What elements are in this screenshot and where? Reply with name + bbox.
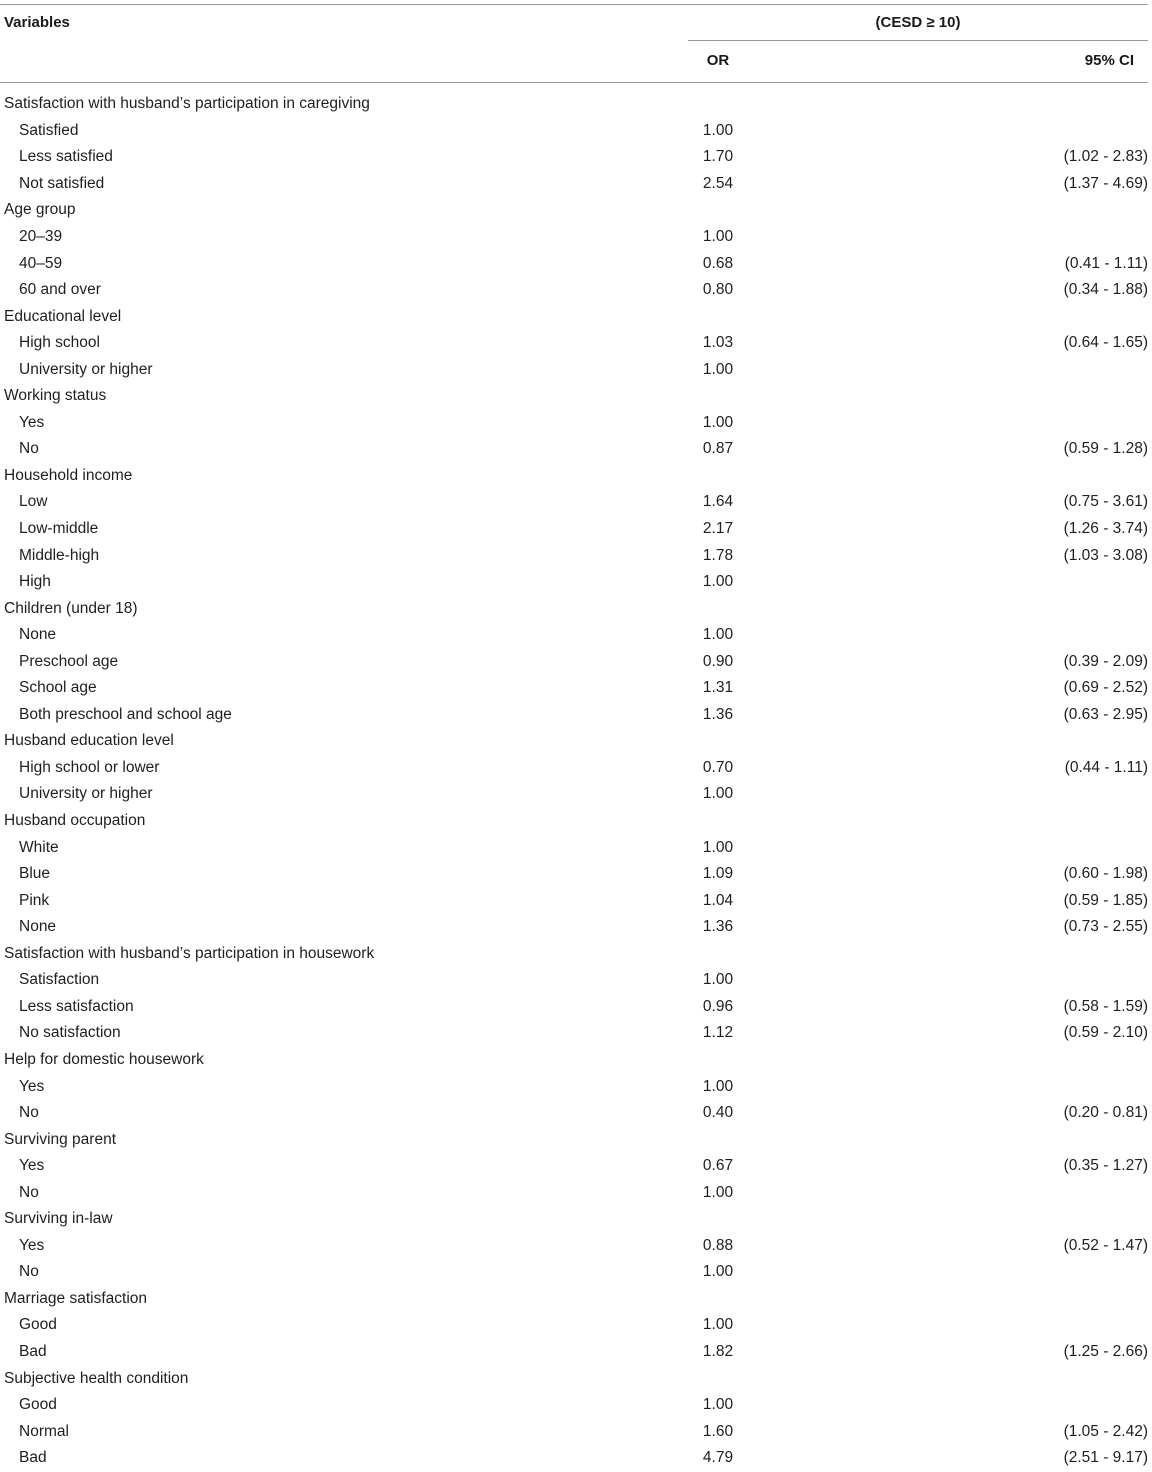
table-row (0, 356, 1152, 383)
variable-category-label: University or higher (19, 785, 153, 803)
table-row (0, 1339, 1152, 1366)
odds-ratio-value: 1.12 (702, 1024, 734, 1042)
table-row (0, 1073, 1152, 1100)
variable-category-label: Satisfied (19, 121, 79, 139)
variable-category-label: Low (19, 493, 48, 511)
variable-group-label: Satisfaction with husband’s participation in housework (4, 944, 375, 962)
variable-category-label: No (19, 1104, 39, 1122)
table-row (0, 702, 1152, 729)
variable-category-label: No (19, 1263, 39, 1281)
odds-ratio-value: 1.00 (702, 838, 734, 856)
table-row (0, 171, 1152, 198)
variable-category-label: No (19, 440, 39, 458)
odds-ratio-value: 0.68 (702, 254, 734, 272)
table-top-rule (0, 4, 1148, 5)
header-variables: Variables (4, 14, 70, 31)
odds-ratio-value: 1.04 (702, 891, 734, 909)
table-group-row (0, 808, 1152, 835)
confidence-interval-value: (0.73 - 2.55) (1063, 918, 1148, 936)
table-row (0, 1020, 1152, 1047)
odds-ratio-value: 4.79 (702, 1449, 734, 1467)
odds-ratio-value: 0.90 (702, 652, 734, 670)
table-row (0, 675, 1152, 702)
table-row (0, 516, 1152, 543)
odds-ratio-value: 1.70 (702, 148, 734, 166)
variable-category-label: Blue (19, 865, 51, 883)
table-row (0, 224, 1152, 251)
table-row (0, 887, 1152, 914)
odds-ratio-value: 1.00 (702, 573, 734, 591)
variable-group-label: Satisfaction with husband’s participation in caregiving (4, 95, 370, 113)
confidence-interval-value: (1.26 - 3.74) (1063, 520, 1148, 538)
variable-category-label: Normal (19, 1422, 69, 1440)
table-row (0, 648, 1152, 675)
odds-ratio-value: 0.80 (702, 281, 734, 299)
confidence-interval-value: (0.39 - 2.09) (1063, 652, 1148, 670)
variable-category-label: Pink (19, 891, 50, 909)
table-row (0, 330, 1152, 357)
odds-ratio-value: 1.00 (702, 1077, 734, 1095)
confidence-interval-value: (0.59 - 2.10) (1063, 1024, 1148, 1042)
odds-ratio-value: 1.60 (702, 1422, 734, 1440)
table-row (0, 861, 1152, 888)
header-cesd-group: (CESD ≥ 10) (875, 14, 961, 31)
odds-ratio-value: 1.00 (702, 121, 734, 139)
odds-ratio-value: 1.31 (702, 679, 734, 697)
variable-group-label: Marriage satisfaction (4, 1289, 148, 1307)
variable-group-label: Help for domestic housework (4, 1050, 204, 1068)
variable-category-label: 40–59 (19, 254, 63, 272)
table-row (0, 1179, 1152, 1206)
table-row (0, 1153, 1152, 1180)
confidence-interval-value: (1.02 - 2.83) (1063, 148, 1148, 166)
odds-ratio-value: 1.00 (702, 785, 734, 803)
table-row (0, 755, 1152, 782)
confidence-interval-value: (0.75 - 3.61) (1063, 493, 1148, 511)
variable-group-label: Educational level (4, 307, 122, 325)
variable-category-label: Bad (19, 1449, 47, 1467)
confidence-interval-value: (0.35 - 1.27) (1063, 1157, 1148, 1175)
confidence-interval-value: (0.44 - 1.11) (1064, 758, 1148, 776)
odds-ratio-value: 1.00 (702, 971, 734, 989)
table-group-row (0, 303, 1152, 330)
table-row (0, 1312, 1152, 1339)
table-group-row (0, 1126, 1152, 1153)
variable-category-label: Satisfaction (19, 971, 100, 989)
header-bottom-rule (0, 82, 1148, 83)
table-group-row (0, 1206, 1152, 1233)
odds-ratio-value: 2.17 (702, 520, 734, 538)
variable-group-label: Surviving in-law (4, 1210, 113, 1228)
variable-category-label: No (19, 1183, 39, 1201)
variable-category-label: Less satisfied (19, 148, 113, 166)
variable-group-label: Household income (4, 466, 133, 484)
odds-ratio-value: 0.70 (702, 758, 734, 776)
confidence-interval-value: (0.63 - 2.95) (1063, 705, 1148, 723)
variable-group-label: Subjective health condition (4, 1369, 189, 1387)
variable-group-label: Age group (4, 201, 76, 219)
variable-category-label: Less satisfaction (19, 997, 134, 1015)
odds-ratio-value: 1.00 (702, 228, 734, 245)
variable-group-label: Working status (4, 387, 107, 405)
variable-category-label: Low-middle (19, 520, 99, 538)
table-group-row (0, 197, 1152, 224)
variable-category-label: Bad (19, 1342, 47, 1360)
table-group-row (0, 1286, 1152, 1313)
table-row (0, 1233, 1152, 1260)
odds-ratio-value: 1.64 (702, 493, 734, 511)
confidence-interval-value: (0.59 - 1.28) (1063, 440, 1148, 458)
odds-ratio-value: 1.00 (702, 1183, 734, 1201)
table-row (0, 781, 1152, 808)
table-group-row (0, 728, 1152, 755)
variable-category-label: Preschool age (19, 652, 119, 670)
table-row (0, 436, 1152, 463)
odds-ratio-value: 1.82 (702, 1342, 734, 1360)
confidence-interval-value: (0.41 - 1.11) (1064, 254, 1148, 272)
table-row (0, 834, 1152, 861)
variable-category-label: High (19, 573, 51, 591)
odds-ratio-value: 1.36 (702, 705, 734, 723)
confidence-interval-value: (0.64 - 1.65) (1063, 334, 1148, 352)
table-group-row (0, 1365, 1152, 1392)
confidence-interval-value: (0.69 - 2.52) (1063, 679, 1148, 697)
odds-ratio-value: 0.67 (702, 1157, 734, 1175)
table-row (0, 622, 1152, 649)
table-group-row (0, 383, 1152, 410)
variable-category-label: Not satisfied (19, 174, 105, 192)
variable-category-label: 60 and over (19, 281, 101, 299)
confidence-interval-value: (1.05 - 2.42) (1063, 1422, 1148, 1440)
variable-category-label: Yes (19, 413, 45, 431)
table-row (0, 542, 1152, 569)
confidence-interval-value: (0.60 - 1.98) (1063, 865, 1148, 883)
confidence-interval-value: (1.03 - 3.08) (1063, 546, 1148, 564)
variable-category-label: Yes (19, 1236, 45, 1254)
variable-group-label: Surviving parent (4, 1130, 117, 1148)
table-row (0, 1418, 1152, 1445)
variable-category-label: 20–39 (19, 228, 63, 245)
table-row (0, 1445, 1152, 1472)
table-group-row (0, 1047, 1152, 1074)
table-row (0, 489, 1152, 516)
odds-ratio-value: 1.00 (702, 413, 734, 431)
odds-ratio-value: 2.54 (702, 174, 734, 192)
table-group-row (0, 595, 1152, 622)
odds-ratio-value: 1.00 (702, 1263, 734, 1281)
variable-category-label: Good (19, 1316, 57, 1334)
variable-category-label: School age (19, 679, 97, 697)
confidence-interval-value: (0.59 - 1.85) (1063, 891, 1148, 909)
table-row (0, 569, 1152, 596)
table-group-row (0, 941, 1152, 968)
table-body (0, 91, 1152, 1471)
variable-category-label: High school or lower (19, 758, 160, 776)
odds-ratio-value: 0.96 (702, 997, 734, 1015)
variable-category-label: Yes (19, 1157, 45, 1175)
variable-category-label: No satisfaction (19, 1024, 121, 1042)
variable-category-label: Good (19, 1396, 57, 1414)
table-row (0, 118, 1152, 145)
confidence-interval-value: (1.37 - 4.69) (1063, 174, 1148, 192)
table-row (0, 967, 1152, 994)
confidence-interval-value: (2.51 - 9.17) (1063, 1449, 1148, 1467)
confidence-interval-value: (0.52 - 1.47) (1063, 1236, 1148, 1254)
odds-ratio-value: 1.36 (702, 918, 734, 936)
variable-category-label: High school (19, 334, 100, 352)
table-row (0, 277, 1152, 304)
table-row (0, 410, 1152, 437)
table-group-row (0, 463, 1152, 490)
variable-category-label: Yes (19, 1077, 45, 1095)
variable-category-label: White (19, 838, 59, 856)
table-row (0, 1259, 1152, 1286)
odds-ratio-value: 1.00 (702, 1316, 734, 1334)
header-or: OR (706, 52, 730, 69)
variable-group-label: Husband occupation (4, 812, 146, 830)
variable-category-label: University or higher (19, 360, 153, 378)
table-row (0, 144, 1152, 171)
confidence-interval-value: (0.34 - 1.88) (1063, 281, 1148, 299)
variable-category-label: None (19, 626, 57, 644)
table-row (0, 1100, 1152, 1127)
odds-ratio-value: 1.09 (702, 865, 734, 883)
odds-ratio-value: 1.78 (702, 546, 734, 564)
header-group-rule (688, 40, 1148, 41)
variable-group-label: Children (under 18) (4, 599, 138, 617)
variable-category-label: Both preschool and school age (19, 705, 232, 723)
confidence-interval-value: (0.58 - 1.59) (1063, 997, 1148, 1015)
variable-category-label: None (19, 918, 57, 936)
odds-ratio-value: 0.40 (702, 1104, 734, 1122)
odds-ratio-value: 1.00 (702, 626, 734, 644)
odds-ratio-value: 0.88 (702, 1236, 734, 1254)
variable-group-label: Husband education level (4, 732, 174, 750)
table-row (0, 914, 1152, 941)
table-row (0, 994, 1152, 1021)
odds-ratio-value: 0.87 (702, 440, 734, 458)
table-group-row (0, 91, 1152, 118)
table-row (0, 250, 1152, 277)
confidence-interval-value: (1.25 - 2.66) (1063, 1342, 1148, 1360)
odds-ratio-value: 1.00 (702, 1396, 734, 1414)
table-row (0, 1392, 1152, 1419)
header-ci: 95% CI (1084, 52, 1134, 69)
confidence-interval-value: (0.20 - 0.81) (1063, 1104, 1148, 1122)
odds-ratio-value: 1.03 (702, 334, 734, 352)
odds-ratio-value: 1.00 (702, 360, 734, 378)
variable-category-label: Middle-high (19, 546, 100, 564)
